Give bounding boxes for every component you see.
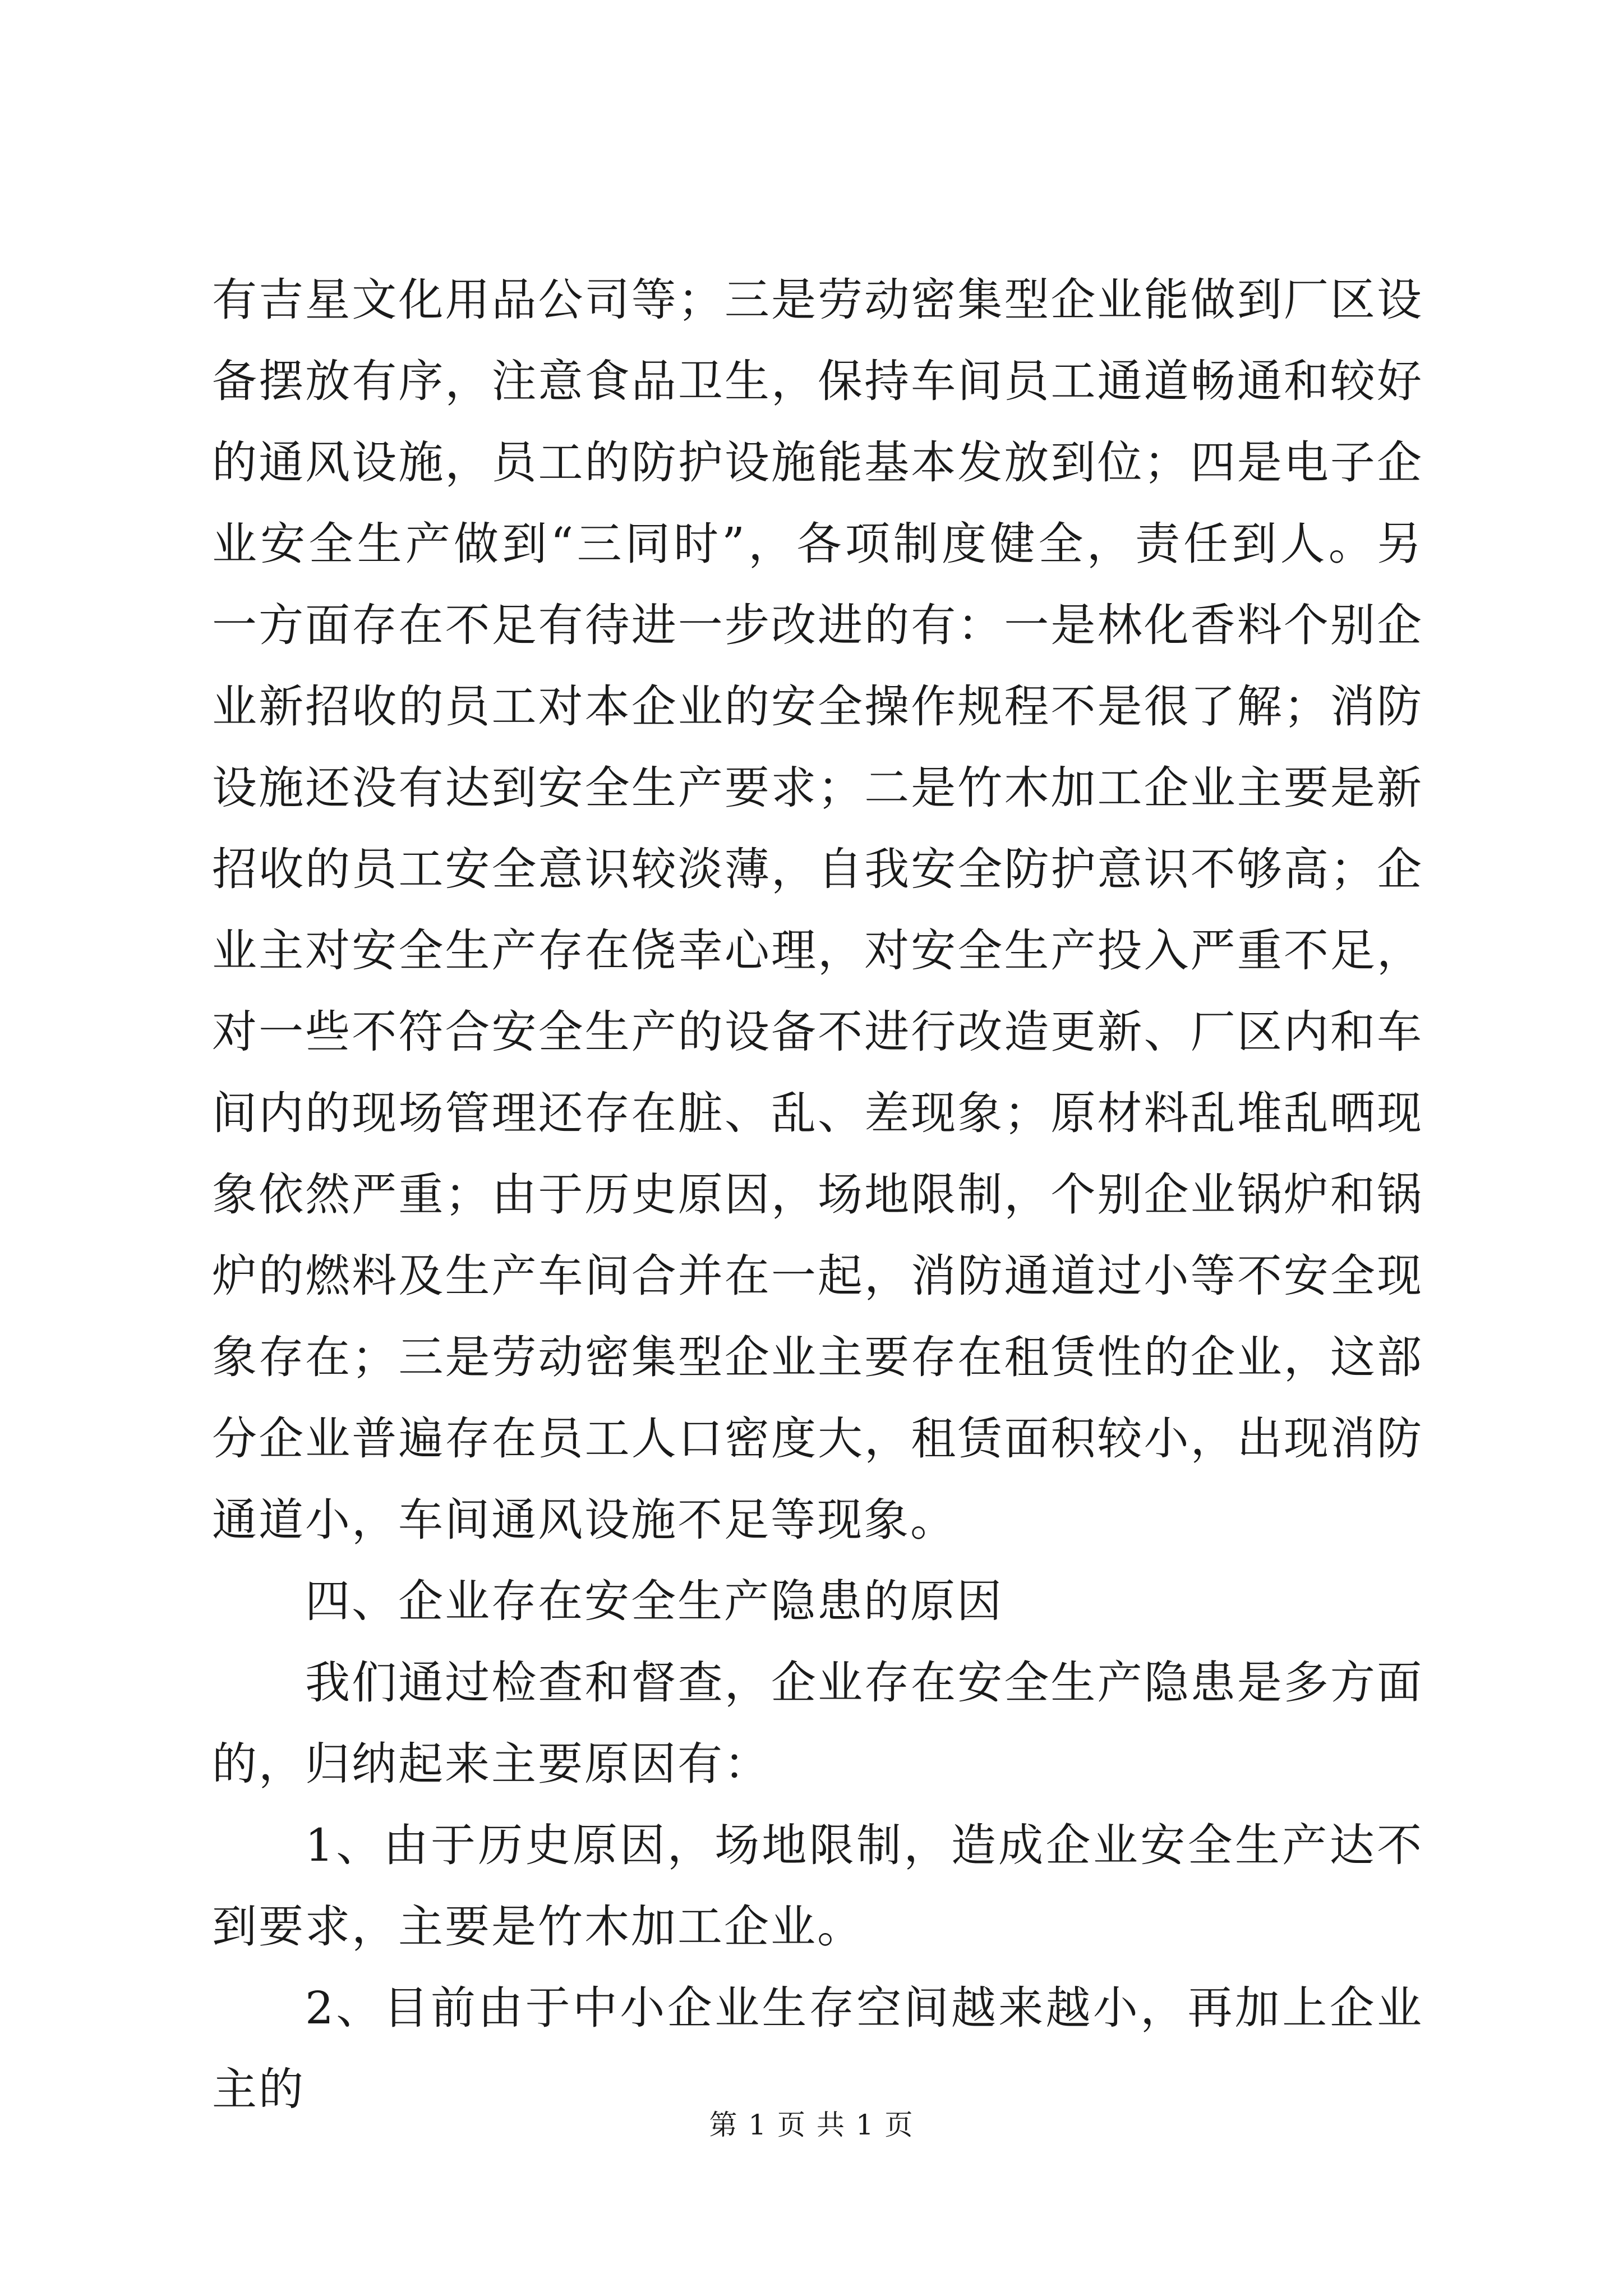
- list-item-2: 2、目前由于中小企业生存空间越来越小，再加上企业主的: [212, 1982, 1423, 2115]
- document-body: [212, 259, 1423, 2130]
- page-footer: 第 1 页 共 1 页: [709, 2109, 914, 2141]
- list-item-1: 1、由于历史原因，场地限制，造成企业安全生产达不到要求，主要是竹木加工企业。: [212, 1819, 1423, 1953]
- paragraph-continued: 有吉星文化用品公司等；三是劳动密集型企业能做到厂区设备摆放有序，注意食品卫生，保持车间员工通道畅通和较好的通风设施，员工的防护设施能基本发放到位；四是电子企业安全生产做到“三同时”，各项制度健全，责任到人。另一方面存在不足有待进一步改进的有：一是林化香料个别企业新招收的员工对本企业的安全操作规程不是很了解；消防设施还没有达到安全生产要求；二是竹木加工企业主要是新招收的员工安全意识较淡薄，自我安全防护意识不够高；企业主对安全生产存在侥幸心理，对安全生产投入严重不足，对一些不符合安全生产的设备不进行改造更新、厂区内和车间内的现场管理还存在脏、乱、差现象；原材料乱堆乱晒现象依然严重；由于历史原因，场地限制，个别企业锅炉和锅炉的燃料及生产车间合并在一起，消防通道过小等不安全现象存在；三是劳动密集型企业主要存在租赁性的企业，这部分企业普遍存在员工人口密度大，租赁面积较小，出现消防通道小，车间通风设施不足等现象。: [212, 274, 1423, 1546]
- paragraph-intro: 我们通过检查和督查，企业存在安全生产隐患是多方面的，归纳起来主要原因有：: [212, 1657, 1423, 1790]
- section-heading: 四、企业存在安全生产隐患的原因: [305, 1575, 1003, 1627]
